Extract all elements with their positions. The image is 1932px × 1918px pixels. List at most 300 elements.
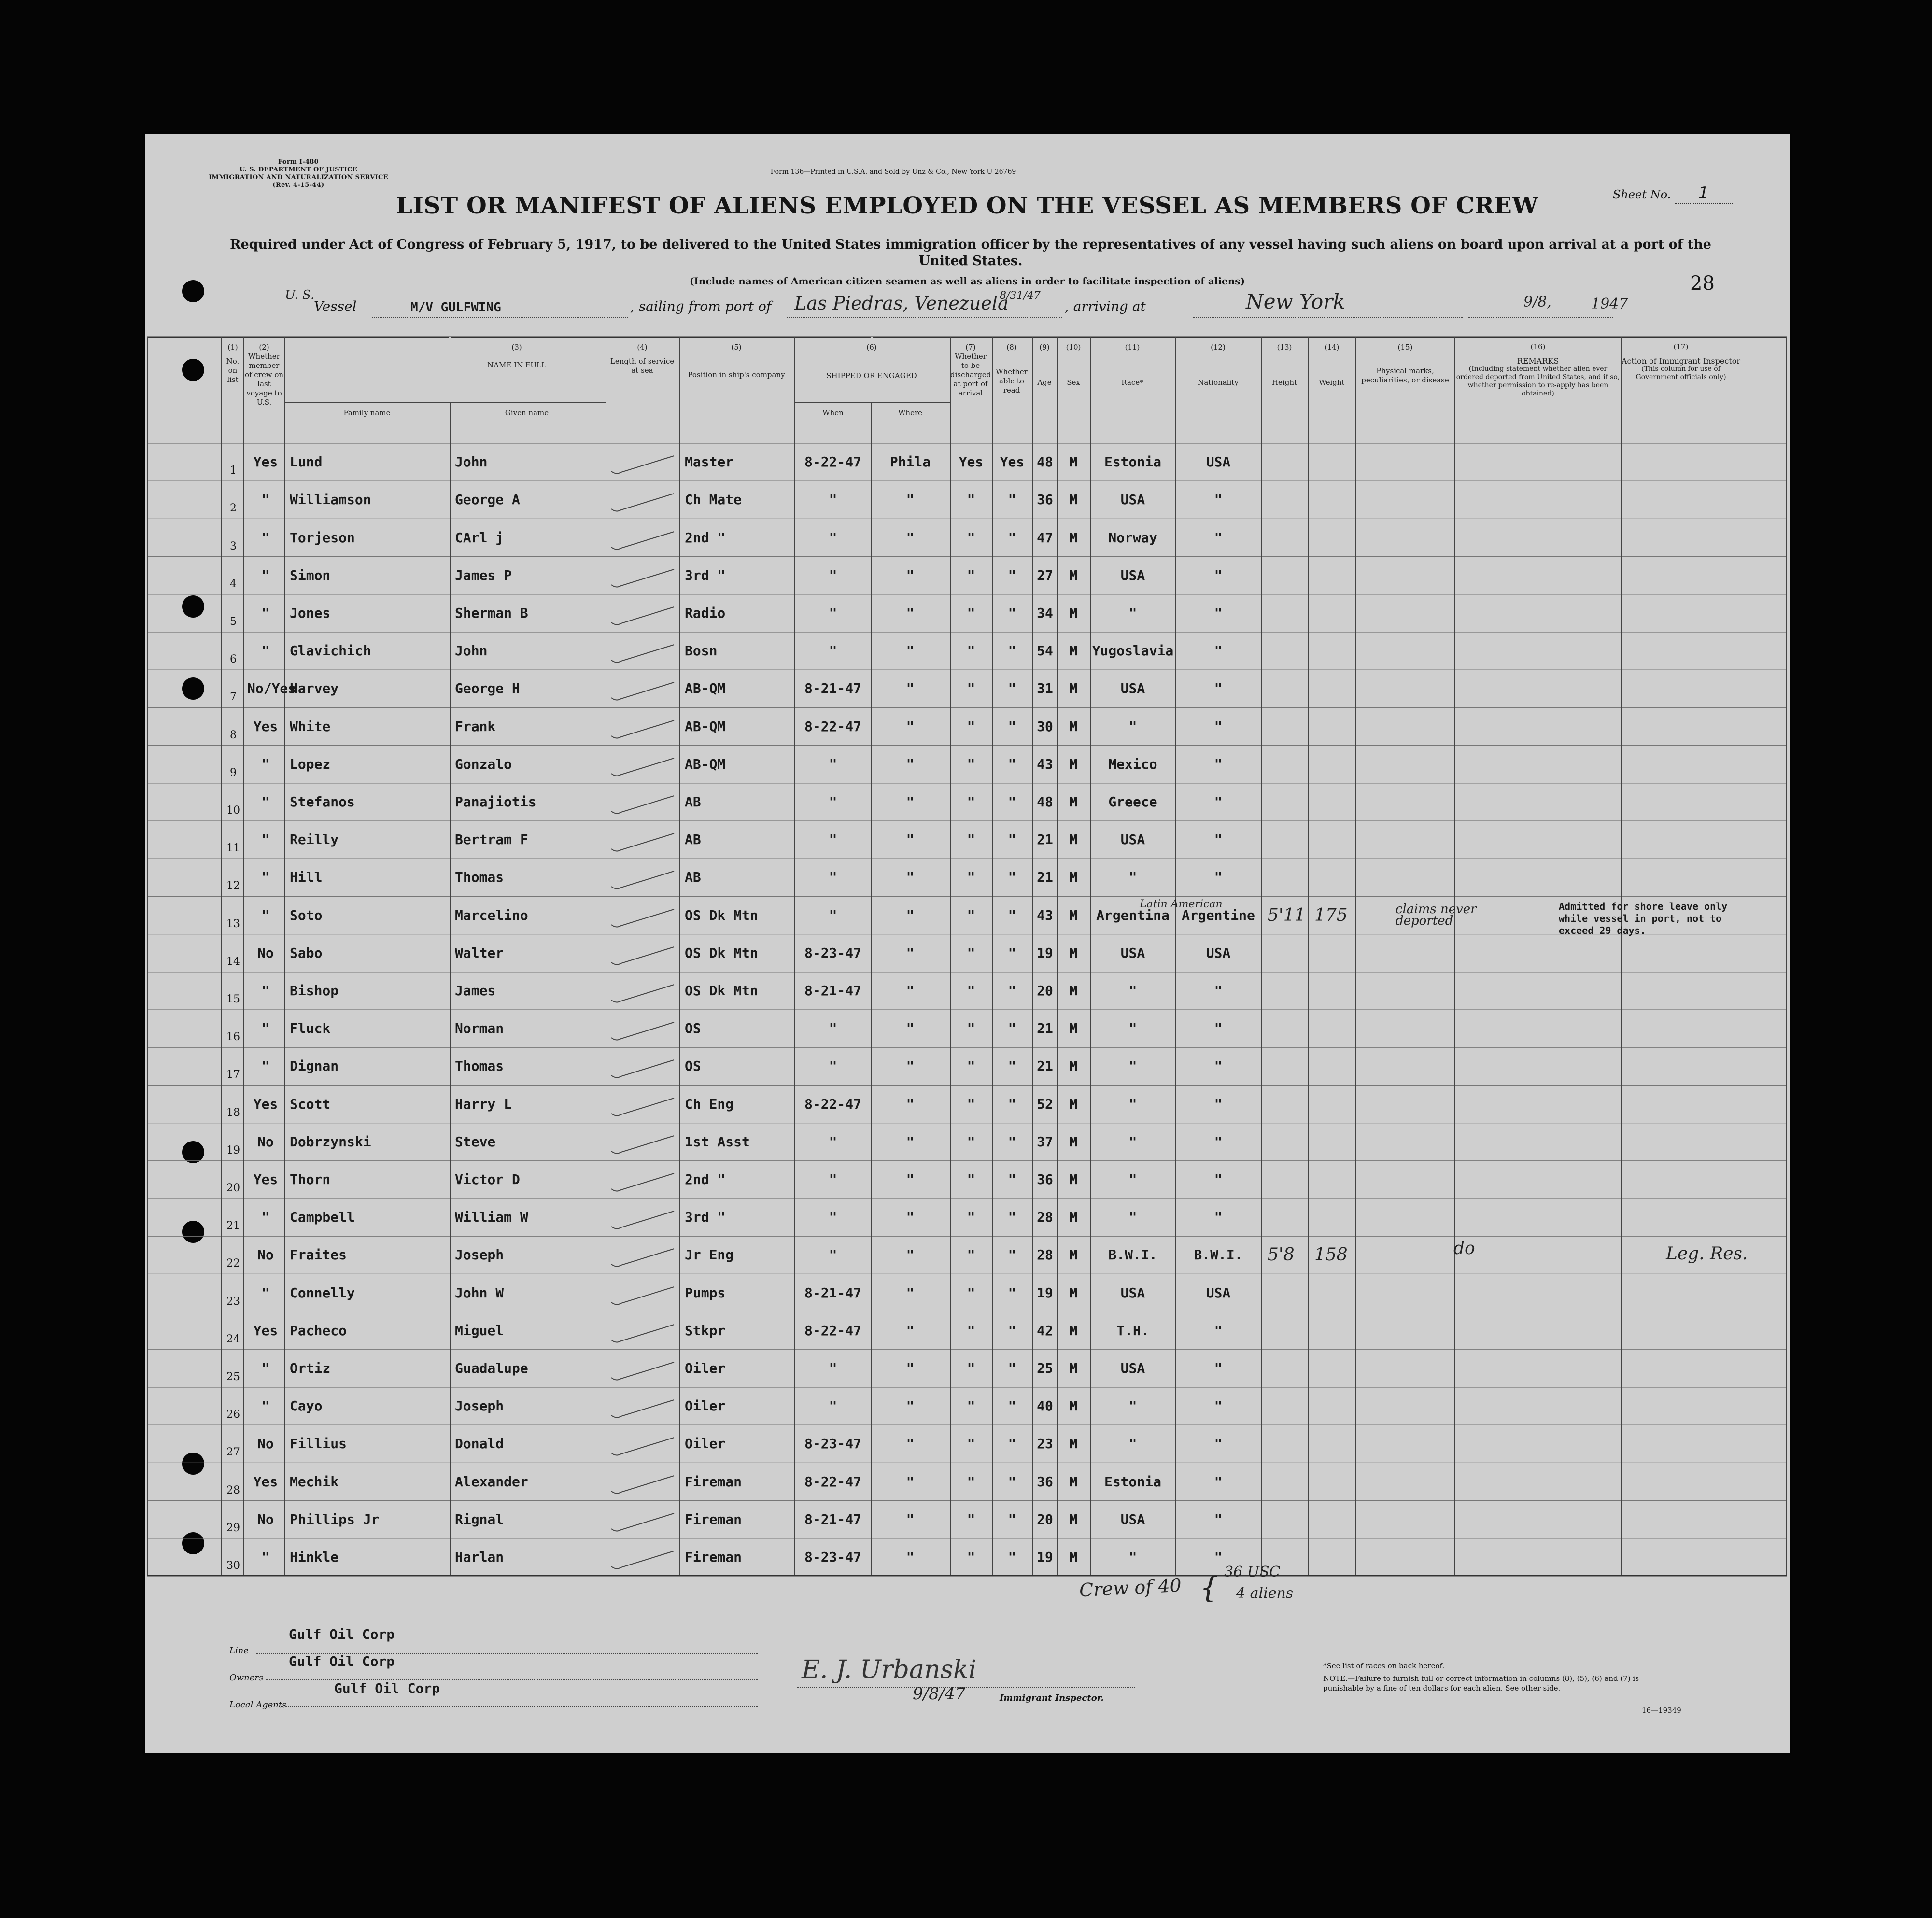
row-number: 4: [230, 578, 237, 590]
discharged-cell: ": [967, 492, 975, 508]
shipped-when-header: When: [822, 409, 844, 417]
shipped-when-cell: ": [829, 1247, 837, 1263]
race-cell: ": [1128, 983, 1137, 999]
shipped-when-cell: ": [829, 1133, 837, 1150]
last-voyage-cell: No: [257, 1436, 274, 1452]
height-cell: 5'8: [1268, 1245, 1295, 1265]
shipped-when-cell: ": [829, 1398, 837, 1414]
discharged-cell: ": [967, 1398, 975, 1414]
age-cell: 42: [1037, 1322, 1053, 1339]
shipped-where-cell: ": [906, 1096, 915, 1112]
arriving-port: New York: [1246, 290, 1345, 313]
given-name-cell: Thomas: [455, 1058, 504, 1074]
shipped-when-cell: ": [829, 605, 837, 621]
last-voyage-cell: Yes: [253, 718, 278, 734]
age-cell: 52: [1037, 1096, 1053, 1112]
race-cell: ": [1128, 869, 1137, 886]
row-number: 22: [226, 1257, 240, 1270]
row-number: 27: [226, 1446, 240, 1459]
race-cell: USA: [1120, 832, 1145, 848]
last-voyage-cell: ": [261, 794, 270, 810]
family-name-cell: Harvey: [290, 680, 339, 697]
discharged-cell: ": [967, 1171, 975, 1187]
given-name-cell: Walter: [455, 945, 504, 961]
given-name-cell: Harlan: [455, 1549, 504, 1565]
race-cell: ": [1128, 1096, 1137, 1112]
given-name-cell: Rignal: [455, 1511, 504, 1527]
given-name-cell: John W: [455, 1284, 504, 1301]
owners-value: Gulf Oil Corp: [289, 1653, 395, 1669]
shipped-where-cell: ": [906, 1247, 915, 1263]
family-name-cell: Soto: [290, 907, 323, 923]
shipped-where-cell: ": [906, 1398, 915, 1414]
age-cell: 36: [1037, 1473, 1053, 1490]
sex-cell: M: [1069, 1436, 1078, 1452]
family-name-cell: Hinkle: [290, 1549, 339, 1565]
sex-cell: M: [1069, 1398, 1078, 1414]
race-cell: USA: [1120, 945, 1145, 961]
family-name-cell: Ortiz: [290, 1360, 331, 1376]
row-number: 12: [226, 880, 240, 892]
given-name-cell: Norman: [455, 1020, 504, 1037]
row-number: 18: [226, 1106, 240, 1119]
shipped-when-cell: ": [829, 643, 837, 659]
family-name-cell: Scott: [290, 1096, 331, 1112]
crew-total-handwritten: Crew of 40: [1078, 1574, 1182, 1601]
sailing-port: Las Piedras, Venezuela: [794, 293, 1009, 314]
row-number: 8: [230, 729, 237, 741]
last-voyage-cell: ": [261, 567, 270, 583]
position-cell: Oiler: [685, 1360, 726, 1376]
check-mark-icon: [609, 1284, 677, 1308]
row-number: 11: [226, 842, 240, 855]
last-voyage-cell: No: [257, 1247, 274, 1263]
nationality-cell: ": [1214, 605, 1223, 621]
shipped-when-cell: ": [829, 1360, 837, 1376]
sex-cell: M: [1069, 718, 1078, 734]
able-to-read-cell: ": [1008, 1360, 1016, 1376]
discharged-cell: ": [967, 1511, 975, 1527]
age-cell: 25: [1037, 1360, 1053, 1376]
shipped-where-cell: ": [906, 1511, 915, 1527]
race-cell: Estonia: [1104, 454, 1161, 470]
race-handwritten-note: Latin American: [1140, 898, 1223, 911]
given-name-cell: William W: [455, 1209, 528, 1226]
able-to-read-cell: ": [1008, 1247, 1016, 1263]
discharged-cell: ": [967, 869, 975, 886]
last-voyage-cell: No: [257, 945, 274, 961]
nationality-cell: ": [1214, 1398, 1223, 1414]
last-voyage-cell: Yes: [253, 1171, 278, 1187]
last-voyage-cell: Yes: [253, 1473, 278, 1490]
given-name-cell: Donald: [455, 1436, 504, 1452]
nationality-cell: ": [1214, 983, 1223, 999]
last-voyage-cell: No: [257, 1511, 274, 1527]
sheet-number-value: 1: [1675, 183, 1733, 204]
given-name-cell: George H: [455, 680, 520, 697]
age-cell: 19: [1037, 945, 1053, 961]
last-voyage-cell: Yes: [253, 1096, 278, 1112]
nationality-cell: ": [1214, 1436, 1223, 1452]
discharged-cell: ": [967, 680, 975, 697]
last-voyage-cell: ": [261, 983, 270, 999]
sex-cell: M: [1069, 983, 1078, 999]
position-cell: Fireman: [685, 1549, 742, 1565]
able-to-read-cell: ": [1008, 1171, 1016, 1187]
shipped-when-cell: 8-23-47: [804, 945, 861, 961]
given-name-cell: Thomas: [455, 869, 504, 886]
inspector-label: Immigrant Inspector.: [1000, 1693, 1104, 1703]
able-to-read-cell: ": [1008, 1133, 1016, 1150]
crew-breakdown-usc: 36 USC: [1224, 1564, 1281, 1580]
family-name-cell: Hill: [290, 869, 323, 886]
sex-cell: M: [1069, 680, 1078, 697]
arrival-year: 1947: [1591, 296, 1628, 312]
race-cell: ": [1128, 1133, 1137, 1150]
sex-cell: M: [1069, 1473, 1078, 1490]
race-cell: ": [1128, 1020, 1137, 1037]
agents-label: Local Agents: [229, 1700, 287, 1710]
age-cell: 27: [1037, 567, 1053, 583]
form-code: 16—19349: [1642, 1706, 1681, 1715]
able-to-read-cell: ": [1008, 1398, 1016, 1414]
nationality-cell: ": [1214, 1171, 1223, 1187]
crew-brace: {: [1200, 1571, 1219, 1605]
col14-header: (14) Weight: [1319, 343, 1345, 387]
able-to-read-cell: ": [1008, 605, 1016, 621]
position-cell: 2nd ": [685, 529, 726, 546]
form-revision: (Rev. 4-15-44): [272, 182, 324, 189]
shipped-when-cell: 8-21-47: [804, 1284, 861, 1301]
family-name-cell: Campbell: [290, 1209, 355, 1226]
last-voyage-cell: ": [261, 869, 270, 886]
shipped-when-cell: ": [829, 567, 837, 583]
given-name-cell: John: [455, 643, 488, 659]
shipped-when-cell: 8-22-47: [804, 1322, 861, 1339]
last-voyage-cell: No/Yes: [247, 680, 296, 697]
shipped-when-cell: ": [829, 794, 837, 810]
able-to-read-cell: ": [1008, 680, 1016, 697]
position-cell: Ch Eng: [685, 1096, 734, 1112]
family-name-cell: Williamson: [290, 492, 371, 508]
given-name-cell: Victor D: [455, 1171, 520, 1187]
given-name-cell: Steve: [455, 1133, 496, 1150]
col7-header: (7) Whether to be discharged at port of arrival: [950, 343, 991, 397]
given-name-cell: John: [455, 454, 488, 470]
last-voyage-cell: ": [261, 832, 270, 848]
given-name-cell: Marcelino: [455, 907, 528, 923]
able-to-read-cell: ": [1008, 945, 1016, 961]
position-cell: AB-QM: [685, 756, 726, 772]
position-cell: Oiler: [685, 1398, 726, 1414]
col11-header: (11) Race*: [1121, 343, 1143, 387]
nationality-cell: ": [1214, 492, 1223, 508]
shipped-where-cell: ": [906, 869, 915, 886]
able-to-read-cell: ": [1008, 529, 1016, 546]
discharged-cell: ": [967, 1284, 975, 1301]
age-cell: 28: [1037, 1247, 1053, 1263]
shipped-where-cell: ": [906, 945, 915, 961]
shipped-where-cell: ": [906, 794, 915, 810]
check-mark-icon: [609, 982, 677, 1006]
check-mark-icon: [609, 906, 677, 931]
crew-breakdown-aliens: 4 aliens: [1236, 1585, 1294, 1602]
shipped-when-cell: ": [829, 1209, 837, 1226]
age-cell: 21: [1037, 869, 1053, 886]
inspector-action-handwritten: Leg. Res.: [1666, 1244, 1748, 1264]
check-mark-icon: [609, 1057, 677, 1081]
shipped-where-cell: ": [906, 680, 915, 697]
sex-cell: M: [1069, 567, 1078, 583]
given-name-cell: Miguel: [455, 1322, 504, 1339]
race-cell: USA: [1120, 1360, 1145, 1376]
sex-cell: M: [1069, 1096, 1078, 1112]
last-voyage-cell: Yes: [253, 1322, 278, 1339]
vessel-label: Vessel: [314, 298, 357, 314]
able-to-read-cell: ": [1008, 1322, 1016, 1339]
position-cell: AB-QM: [685, 718, 726, 734]
discharged-cell: ": [967, 1473, 975, 1490]
race-cell: ": [1128, 1549, 1137, 1565]
col4-header: (4) Length of service at sea: [610, 343, 675, 375]
age-cell: 48: [1037, 794, 1053, 810]
family-name-cell: Dobrzynski: [290, 1133, 371, 1150]
shipped-where-cell: ": [906, 1020, 915, 1037]
age-cell: 21: [1037, 832, 1053, 848]
printer-line: Form 136—Printed in U.S.A. and Sold by Unz & Co., New York U 26769: [770, 168, 1016, 176]
last-voyage-cell: ": [261, 1058, 270, 1074]
shipped-where-header: Where: [898, 409, 922, 417]
age-cell: 31: [1037, 680, 1053, 697]
family-name-cell: Dignan: [290, 1058, 339, 1074]
given-name-cell: Bertram F: [455, 832, 528, 848]
shipped-where-cell: ": [906, 983, 915, 999]
position-cell: 3rd ": [685, 567, 726, 583]
check-mark-icon: [609, 1246, 677, 1270]
sex-cell: M: [1069, 605, 1078, 621]
position-cell: AB: [685, 869, 701, 886]
given-name-cell: Gonzalo: [455, 756, 512, 772]
check-mark-icon: [609, 831, 677, 855]
col10-header: (10) Sex: [1066, 343, 1081, 387]
family-name-cell: Lopez: [290, 756, 331, 772]
able-to-read-cell: ": [1008, 1284, 1016, 1301]
nationality-cell: ": [1214, 529, 1223, 546]
given-name-cell: Frank: [455, 718, 496, 734]
check-mark-icon: [609, 1322, 677, 1346]
family-name-cell: Stefanos: [290, 794, 355, 810]
page-note: (Include names of American citizen seamen as well as aliens in order to facilitate inspection of aliens): [689, 275, 1245, 287]
nationality-cell: ": [1214, 1549, 1223, 1565]
race-cell: ": [1128, 1398, 1137, 1414]
discharged-cell: ": [967, 907, 975, 923]
position-cell: Master: [685, 454, 734, 470]
family-name-cell: Bishop: [290, 983, 339, 999]
family-name-cell: Fillius: [290, 1436, 347, 1452]
position-cell: Bosn: [685, 643, 718, 659]
nationality-cell: ": [1214, 1360, 1223, 1376]
shipped-where-cell: ": [906, 1473, 915, 1490]
check-mark-icon: [609, 793, 677, 817]
shipped-where-cell: ": [906, 1322, 915, 1339]
family-name-cell: Reilly: [290, 832, 339, 848]
family-name-cell: Fluck: [290, 1020, 331, 1037]
given-name-cell: James P: [455, 567, 512, 583]
arrival-date: 9/8,: [1523, 294, 1551, 310]
family-name-cell: Fraites: [290, 1247, 347, 1263]
discharged-cell: ": [967, 529, 975, 546]
last-voyage-cell: ": [261, 756, 270, 772]
race-cell: Estonia: [1104, 1473, 1161, 1490]
age-cell: 37: [1037, 1133, 1053, 1150]
height-cell: 5'11: [1268, 905, 1306, 925]
shipped-where-cell: ": [906, 1133, 915, 1150]
shipped-where-cell: ": [906, 492, 915, 508]
race-cell: USA: [1120, 1511, 1145, 1527]
position-cell: Ch Mate: [685, 492, 742, 508]
last-voyage-cell: ": [261, 1549, 270, 1565]
able-to-read-cell: ": [1008, 1096, 1016, 1112]
row-number: 25: [226, 1371, 240, 1383]
manifest-sheet: [145, 134, 1790, 1753]
row-number: 1: [230, 465, 237, 477]
col1-header: (1) No. on list: [226, 343, 240, 384]
stamped-page-number: 28: [1690, 272, 1715, 295]
check-mark-icon: [609, 1133, 677, 1157]
shipped-where-cell: ": [906, 832, 915, 848]
sex-cell: M: [1069, 794, 1078, 810]
able-to-read-cell: ": [1008, 869, 1016, 886]
able-to-read-cell: ": [1008, 794, 1016, 810]
check-mark-icon: [609, 1397, 677, 1421]
race-cell: ": [1128, 1436, 1137, 1452]
nationality-cell: ": [1214, 1209, 1223, 1226]
shipped-when-cell: ": [829, 1020, 837, 1037]
nationality-cell: ": [1214, 869, 1223, 886]
inspector-action-stamp: Admitted for shore leave only while vessel in port, not to exceed 29 days.: [1559, 900, 1728, 936]
shipped-when-cell: 8-21-47: [804, 983, 861, 999]
position-cell: 3rd ": [685, 1209, 726, 1226]
shipped-where-cell: ": [906, 567, 915, 583]
row-number: 23: [226, 1295, 240, 1308]
discharged-cell: ": [967, 756, 975, 772]
page-subtitle: Required under Act of Congress of February 5, 1917, to be delivered to the United States immigration officer by the representatives of any vessel having such aliens on board upon arrival at a port of the United States.: [230, 237, 1711, 268]
race-cell: ": [1128, 1171, 1137, 1187]
shipped-where-cell: ": [906, 1209, 915, 1226]
check-mark-icon: [609, 566, 677, 591]
discharged-cell: Yes: [959, 454, 984, 470]
row-number: 5: [230, 616, 237, 628]
position-cell: OS Dk Mtn: [685, 907, 758, 923]
discharged-cell: ": [967, 718, 975, 734]
discharged-cell: ": [967, 1133, 975, 1150]
row-number: 14: [226, 955, 240, 968]
given-name-cell: George A: [455, 492, 520, 508]
age-cell: 21: [1037, 1058, 1053, 1074]
sex-cell: M: [1069, 1209, 1078, 1226]
able-to-read-cell: ": [1008, 832, 1016, 848]
sex-cell: M: [1069, 454, 1078, 470]
family-name-cell: Sabo: [290, 945, 323, 961]
able-to-read-cell: ": [1008, 1436, 1016, 1452]
col17-header: (17) Action of Immigrant Inspector (This column for use of Government officials only): [1622, 342, 1740, 381]
discharged-cell: ": [967, 832, 975, 848]
footnote-races: *See list of races on back hereof.: [1323, 1662, 1445, 1670]
age-cell: 36: [1037, 492, 1053, 508]
position-cell: AB: [685, 832, 701, 848]
shipped-when-cell: 8-22-47: [804, 718, 861, 734]
row-number: 15: [226, 993, 240, 1005]
check-mark-icon: [609, 1435, 677, 1459]
able-to-read-cell: ": [1008, 718, 1016, 734]
sex-cell: M: [1069, 945, 1078, 961]
weight-cell: 158: [1314, 1245, 1348, 1265]
shipped-where-cell: ": [906, 643, 915, 659]
last-voyage-cell: ": [261, 643, 270, 659]
age-cell: 48: [1037, 454, 1053, 470]
race-cell: B.W.I.: [1108, 1247, 1157, 1263]
race-cell: USA: [1120, 680, 1145, 697]
shipped-when-cell: ": [829, 756, 837, 772]
check-mark-icon: [609, 1171, 677, 1195]
check-mark-icon: [609, 491, 677, 515]
position-cell: 1st Asst: [685, 1133, 750, 1150]
given-name-cell: Alexander: [455, 1473, 528, 1490]
row-number: 19: [226, 1144, 240, 1156]
last-voyage-cell: ": [261, 1398, 270, 1414]
last-voyage-cell: ": [261, 1360, 270, 1376]
sex-cell: M: [1069, 1247, 1078, 1263]
family-name-cell: Cayo: [290, 1398, 323, 1414]
col5-header: (5) Position in ship's company: [688, 343, 785, 379]
family-name-cell: Glavichich: [290, 643, 371, 659]
age-cell: 21: [1037, 1020, 1053, 1037]
nationality-cell: ": [1214, 832, 1223, 848]
shipped-where-cell: ": [906, 756, 915, 772]
shipped-when-cell: ": [829, 492, 837, 508]
position-cell: Oiler: [685, 1436, 726, 1452]
race-cell: ": [1128, 605, 1137, 621]
shipped-where-cell: ": [906, 907, 915, 923]
page-title: LIST OR MANIFEST OF ALIENS EMPLOYED ON THE VESSEL AS MEMBERS OF CREW: [396, 192, 1538, 219]
last-voyage-cell: ": [261, 1209, 270, 1226]
given-name-header: Given name: [505, 409, 549, 417]
check-mark-icon: [609, 1095, 677, 1119]
given-name-cell: Joseph: [455, 1398, 504, 1414]
last-voyage-cell: ": [261, 605, 270, 621]
row-number: 20: [226, 1182, 240, 1194]
shipped-when-cell: 8-21-47: [804, 1511, 861, 1527]
discharged-cell: ": [967, 983, 975, 999]
row-number: 24: [226, 1333, 240, 1345]
check-mark-icon: [609, 718, 677, 742]
sex-cell: M: [1069, 756, 1078, 772]
last-voyage-cell: ": [261, 529, 270, 546]
discharged-cell: ": [967, 1209, 975, 1226]
owners-label: Owners: [229, 1673, 264, 1683]
age-cell: 47: [1037, 529, 1053, 546]
family-name-cell: White: [290, 718, 331, 734]
nationality-cell: ": [1214, 1511, 1223, 1527]
age-cell: 54: [1037, 643, 1053, 659]
col15-header: (15) Physical marks, peculiarities, or disease: [1361, 343, 1449, 384]
race-cell: ": [1128, 1058, 1137, 1074]
race-cell: Mexico: [1108, 756, 1157, 772]
row-number: 29: [226, 1522, 240, 1534]
age-cell: 43: [1037, 907, 1053, 923]
col8-header: (8) Whether able to read: [996, 343, 1028, 395]
check-mark-icon: [609, 868, 677, 892]
